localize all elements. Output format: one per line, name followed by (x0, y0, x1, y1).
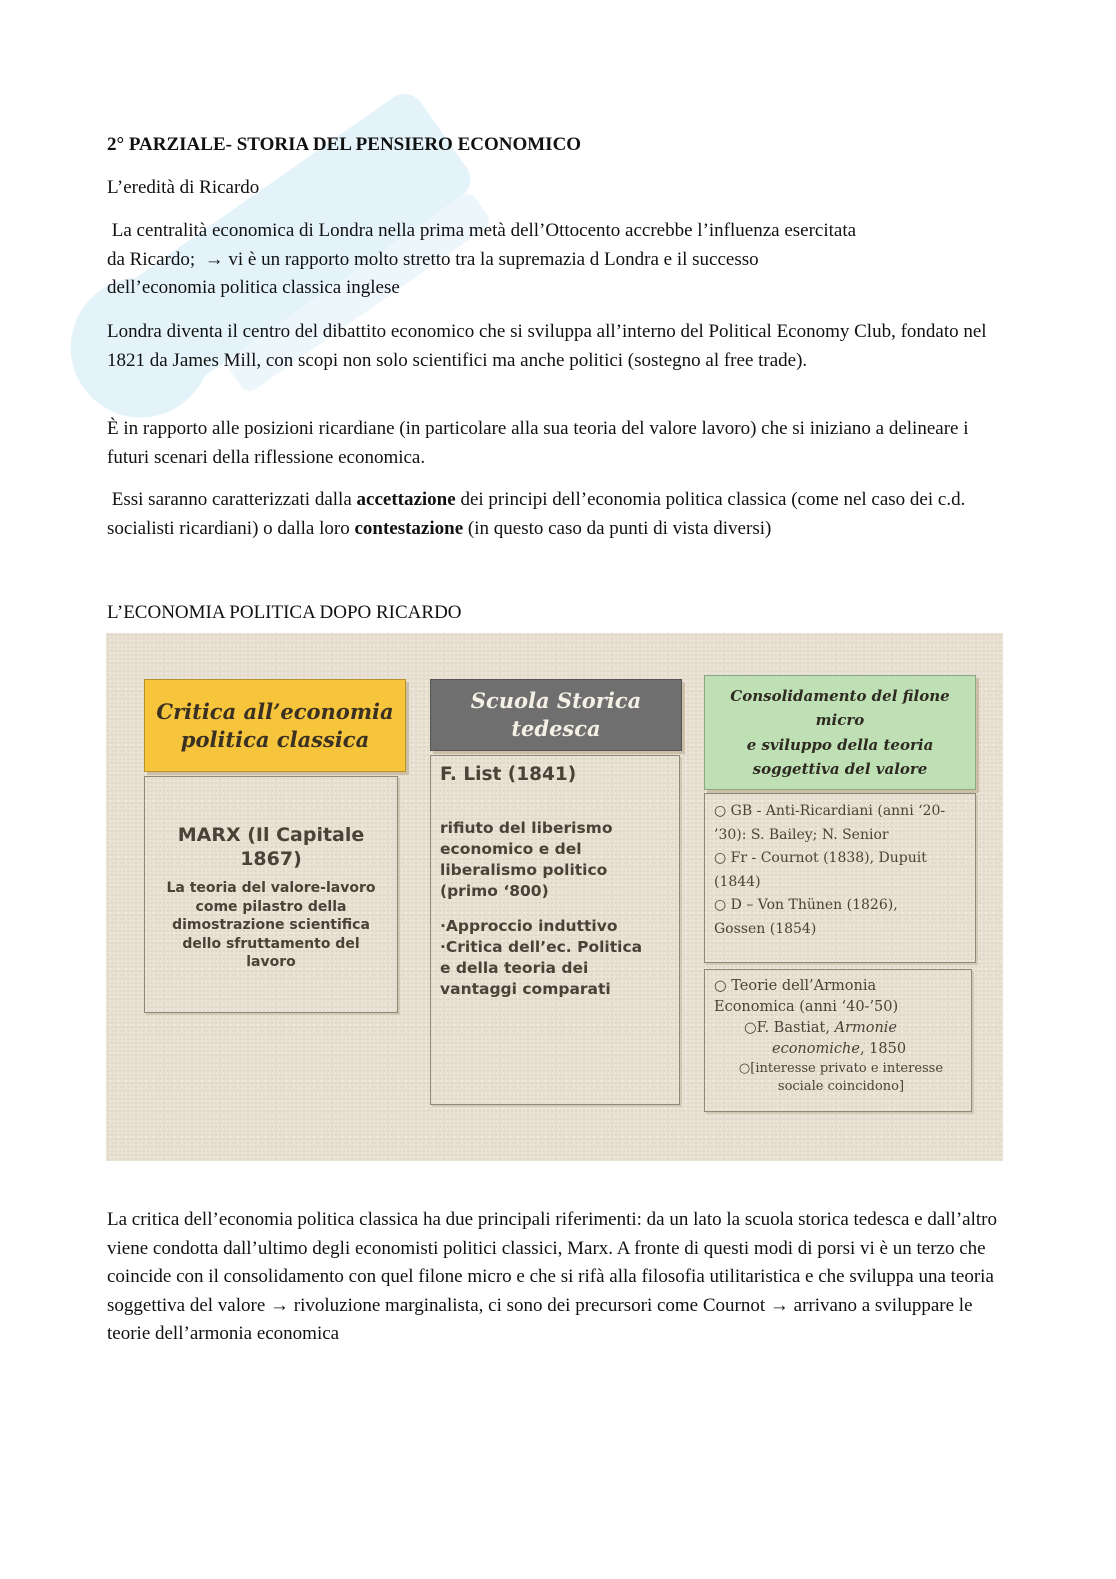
bastiat-line-1 (714, 1018, 962, 1039)
list-body-line: (primo ‘800) (440, 882, 549, 900)
marx-title-line-2: 1867) (240, 848, 302, 870)
paragraph-4-part-2: dei principi dell’economia politica classica (come nel caso dei c.d. socialisti ricardiani) o dalla loro (107, 489, 971, 539)
header-consolidamento-line: micro (815, 711, 865, 729)
list-body-line: rifiuto del liberismo (440, 819, 613, 837)
armonia-line-1: ○ Teorie dell’Armonia (714, 978, 877, 994)
paragraph-1-line-2-end: vi è un rapporto molto stretto tra la supremazia d Londra e il successo (223, 248, 759, 270)
box-list (430, 755, 680, 1105)
paragraph-2: Londra diventa il centro del dibattito economico che si sviluppa all’interno del Political Economy Club, fondato nel 1821 da James Mill, con scopi non solo scientifici ma anche politici (sostegno al free trade). (107, 321, 987, 371)
paragraph-1-line-3: dell’economia politica classica inglese (107, 277, 400, 298)
gb-line: (1844) (714, 873, 761, 890)
paragraph-5-part-1: La critica dell’economia politica classica ha due principali riferimenti: da un lato la scuola storica tedesca e dall’altro viene condotta dall’ultimo degli economisti politici classici, Marx. A fronte di questi modi di porsi vi è un terzo che coincide con il consolidamento con quel filone micro e che si rifà alla filosofia utilitaristica e che sviluppa una teoria soggettiva del valore (107, 1209, 997, 1316)
marx-body-line: dello sfruttamento del (182, 935, 360, 952)
section-title: L’ECONOMIA POLITICA DOPO RICARDO (107, 602, 462, 623)
gb-line: ○ GB - Anti-Ricardiani (anni ‘20- (714, 803, 946, 819)
box-marx (144, 776, 398, 1013)
header-consolidamento-line: e sviluppo della teoria (746, 735, 934, 754)
header-consolidamento (704, 675, 976, 790)
marx-body-line: dimostrazione scientifica (172, 917, 370, 933)
list-body-line: ·Approccio induttivo (440, 917, 618, 935)
page-heading: 2° PARZIALE- STORIA DEL PENSIERO ECONOMICO (107, 134, 582, 155)
header-scuola-line-2: tedesca (511, 716, 601, 741)
header-scuola-line-1: Scuola Storica (470, 688, 642, 713)
list-body-line: liberalismo politico (440, 861, 608, 879)
paragraph-5-part-3: arrivano a sviluppare le teorie dell’armonia economica (107, 1294, 973, 1344)
paragraph-4-bold-contestazione: contestazione (354, 517, 464, 539)
bastiat-italic: Armonie (834, 1020, 898, 1036)
paragraph-3: È in rapporto alle posizioni ricardiane (in particolare alla sua teoria del valore lavoro) che si iniziano a delineare i futuri scenari della riflessione economica. (107, 418, 969, 468)
marx-title-line-1: MARX (Il Capitale (177, 824, 365, 846)
list-body-line: vantaggi comparati (440, 980, 611, 998)
header-consolidamento-line: soggettiva del valore (752, 760, 928, 778)
box-armonia (704, 969, 972, 1112)
header-critica-line-1: Critica all’economia (156, 698, 394, 724)
header-critica-line-2: politica classica (180, 726, 370, 752)
bastiat-line-2 (714, 1039, 962, 1060)
paragraph-1-line-2-start: da Ricardo; (107, 248, 205, 270)
paragraph-4 (107, 486, 1007, 543)
interesse-line-1: ○[interesse privato e interesse (738, 1061, 944, 1076)
paragraph-4-bold-accettazione: accettazione (356, 489, 456, 510)
marx-body (145, 879, 397, 972)
paragraph-5 (107, 1206, 1007, 1349)
list-body-line: e della teoria dei (440, 959, 589, 977)
arrow-icon: → (769, 1294, 789, 1316)
armonia-line-2: Economica (anni ‘40-’50) (714, 999, 899, 1015)
arrow-icon: → (204, 248, 224, 270)
list-title: F. List (1841) (440, 764, 577, 785)
header-critica (144, 679, 406, 772)
bastiat-line-2-italic: economiche (772, 1041, 860, 1057)
gb-line: ○ D – Von Thünen (1826), (714, 897, 898, 913)
header-consolidamento-line: Consolidamento del filone (730, 686, 950, 705)
paragraph-1-line-2 (107, 246, 1007, 275)
gb-line: ○ Fr - Cournot (1838), Dupuit (714, 850, 927, 866)
marx-body-line: come pilastro della (195, 898, 347, 915)
paragraph-4-part-3: (in questo caso da punti di vista diversi) (463, 517, 772, 539)
box-anti-ricardiani (704, 793, 976, 963)
paragraph-5-part-2: rivoluzione marginalista, ci sono dei precursori come Cournot (289, 1294, 770, 1316)
marx-title (145, 823, 397, 871)
bastiat-prefix: ○F. Bastiat, (744, 1020, 835, 1036)
paragraph-4-part-1: Essi saranno caratterizzati dalla (107, 489, 357, 510)
list-body-line: economico e del (440, 840, 582, 858)
diagram-economia-politica (106, 633, 1003, 1161)
marx-body-line: lavoro (246, 954, 296, 970)
header-scuola-storica (430, 679, 682, 751)
arrow-icon: → (270, 1294, 290, 1316)
paragraph-1 (107, 217, 1007, 303)
list-body-1 (440, 818, 670, 1000)
paragraph-1-line-1: La centralità economica di Londra nella prima metà dell’Ottocento accrebbe l’influenza esercitata (107, 220, 857, 241)
interesse-line-2: sociale coincidono] (777, 1079, 905, 1094)
gb-line: Gossen (1854) (714, 920, 817, 937)
list-body-line: ·Critica dell’ec. Politica (440, 938, 643, 956)
gb-line: ’30): S. Bailey; N. Senior (714, 826, 889, 843)
marx-body-line: La teoria del valore-lavoro (166, 880, 376, 896)
bastiat-line-2-rest: , 1850 (859, 1041, 907, 1057)
subheading: L’eredità di Ricardo (107, 177, 260, 198)
